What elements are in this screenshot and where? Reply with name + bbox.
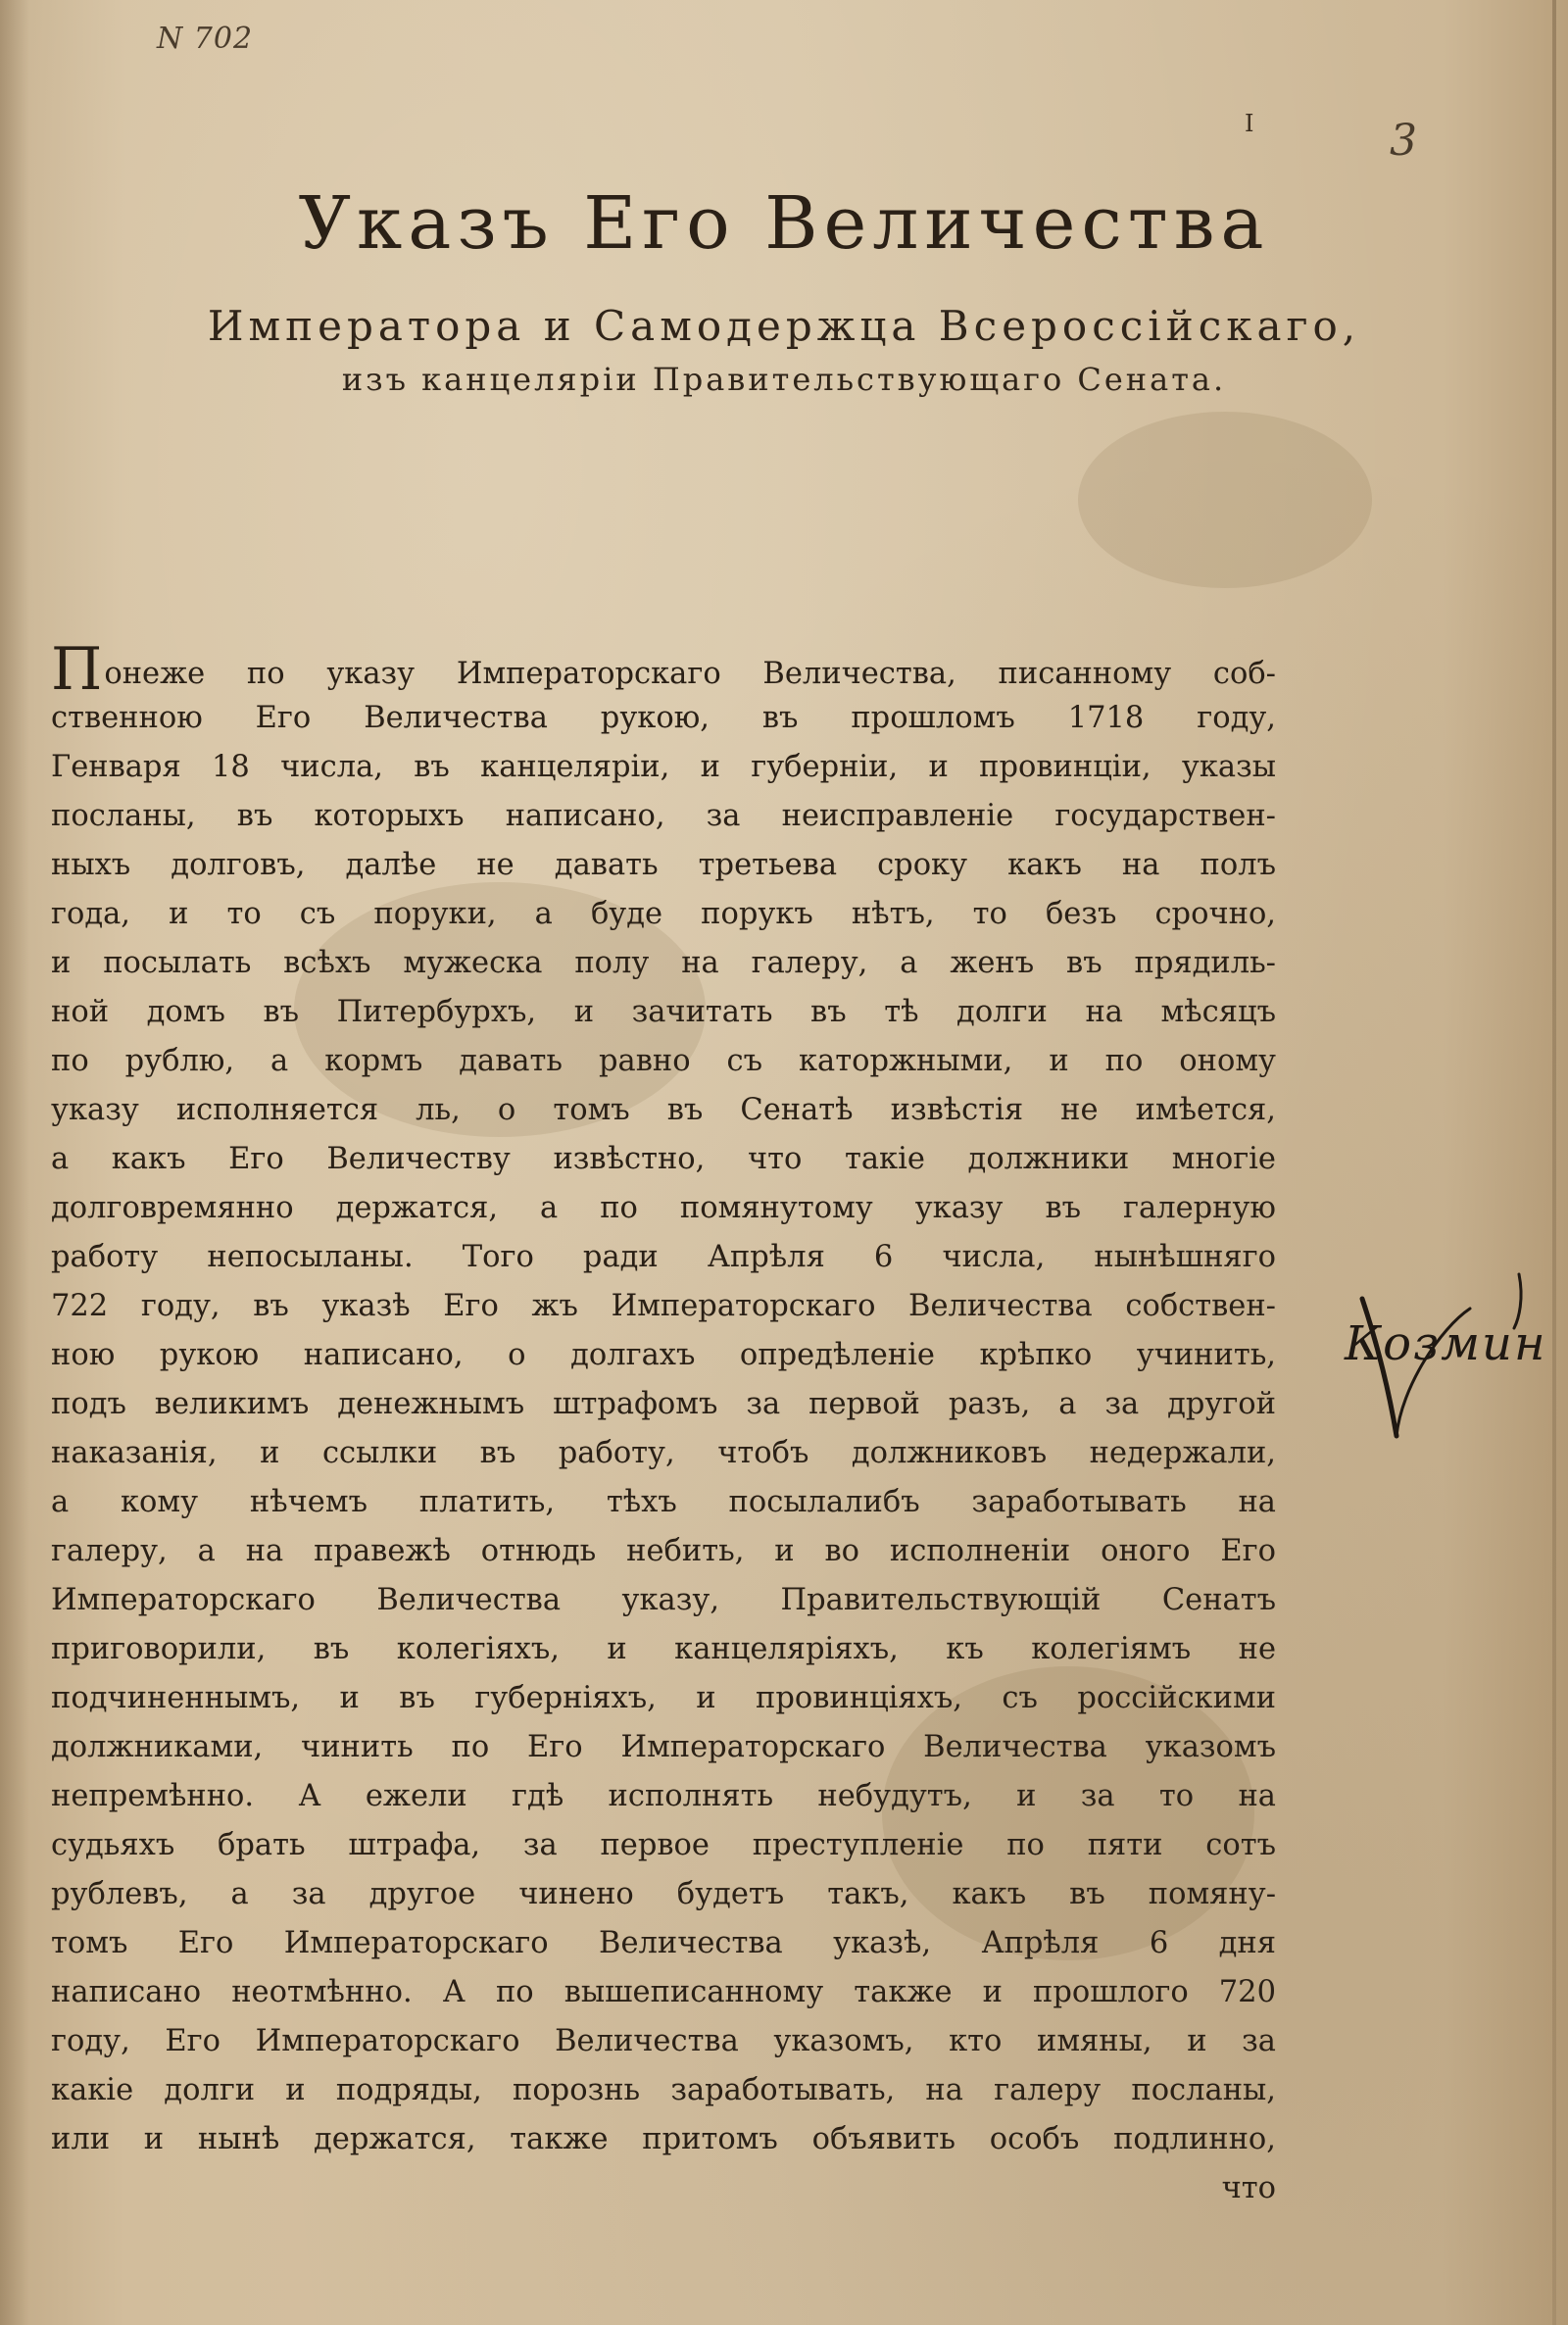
text-line: подчиненнымъ, и въ губерніяхъ, и провинціяхъ, съ россійскими — [51, 1681, 1276, 1715]
text-line: ныхъ долговъ, далѣе не давать третьева сроку какъ на полъ — [51, 848, 1276, 882]
text-line: посланы, въ которыхъ написано, за неисправленіе государствен- — [51, 799, 1276, 833]
text-line: Императорскаго Величества указу, Правительствующій Сенатъ — [51, 1583, 1276, 1617]
text-line: году, Его Императорскаго Величества указомъ, кто имяны, и за — [51, 2024, 1276, 2058]
text-line: и посылать всѣхъ мужеска полу на галеру, а женъ въ прядиль- — [51, 946, 1276, 980]
decree-subtitle: Императора и Самодержца Всероссійскаго, — [207, 302, 1361, 350]
text-line: какіе долги и подряды, порознь заработывать, на галеру посланы, — [51, 2073, 1276, 2107]
text-line: или и нынѣ держатся, также притомъ объявить особъ подлинно, — [51, 2122, 1276, 2156]
text-line: а кому нѣчемъ платить, тѣхъ посылалибъ заработывать на — [51, 1485, 1276, 1519]
paper-stain — [1078, 412, 1372, 588]
text-line: непремѣнно. А ежели гдѣ исполнять небудутъ, и за то на — [51, 1779, 1276, 1813]
text-line: ственною Его Величества рукою, въ прошломъ 1718 году, — [51, 701, 1276, 735]
text-line: галеру, а на правежѣ отнюдь небить, и во исполненіи оного Его — [51, 1534, 1276, 1568]
margin-signature-text: Козмин — [1345, 1316, 1547, 1371]
text-line: приговорили, въ колегіяхъ, и канцеляріяхъ, къ колегіямъ не — [51, 1632, 1276, 1666]
archive-number: N 702 — [157, 22, 254, 56]
text-line: долговремянно держатся, а по помянутому указу въ галерную — [51, 1191, 1276, 1225]
text-line: написано неотмѣнно. А по вышеписанному также и прошлого 720 — [51, 1975, 1276, 2009]
text-line: ной домъ въ Питербурхъ, и зачитать въ тѣ долги на мѣсяцъ — [51, 995, 1276, 1029]
text-line: томъ Его Императорскаго Величества указѣ, Апрѣля 6 дня — [51, 1926, 1276, 1960]
text-line: а какъ Его Величеству извѣстно, что такіе должники многіе — [51, 1142, 1276, 1176]
text-line: по рублю, а кормъ давать равно съ каторжными, и по оному — [51, 1044, 1276, 1078]
text-line: работу непосыланы. Того ради Апрѣля 6 числа, нынѣшняго — [51, 1240, 1276, 1274]
catchword: что — [1221, 2171, 1276, 2205]
page-number: I — [1245, 110, 1254, 137]
margin-signature — [1323, 1269, 1558, 1465]
text-line: ною рукою написано, о долгахъ опредѣленіе крѣпко учинить, — [51, 1338, 1276, 1372]
decree-title: Указъ Его Величества — [298, 181, 1270, 266]
drop-cap: П — [51, 635, 103, 704]
text-line: Понеже по указу Императорскаго Величества, писанному соб- — [51, 635, 1276, 704]
decree-issuer: изъ канцеляріи Правительствующаго Сената. — [341, 361, 1227, 398]
text-line: должниками, чинить по Его Императорскаго Величества указомъ — [51, 1730, 1276, 1764]
text-line: Генваря 18 числа, въ канцеляріи, и губерніи, и провинціи, указы — [51, 750, 1276, 784]
text-line: года, и то съ поруки, а буде порукъ нѣтъ, то безъ срочно, — [51, 897, 1276, 931]
sheet-number: 3 — [1390, 116, 1417, 166]
text-line: указу исполняется ль, о томъ въ Сенатѣ извѣстія не имѣется, — [51, 1093, 1276, 1127]
text-line: наказанія, и ссылки въ работу, чтобъ должниковъ недержали, — [51, 1436, 1276, 1470]
text-line: судьяхъ брать штрафа, за первое преступленіе по пяти сотъ — [51, 1828, 1276, 1862]
text-line: 722 году, въ указѣ Его жъ Императорскаго Величества собствен- — [51, 1289, 1276, 1323]
text-line: рублевъ, а за другое чинено будетъ такъ, какъ въ помяну- — [51, 1877, 1276, 1911]
text-line: подъ великимъ денежнымъ штрафомъ за первой разъ, а за другой — [51, 1387, 1276, 1421]
decree-body — [51, 635, 1276, 2213]
